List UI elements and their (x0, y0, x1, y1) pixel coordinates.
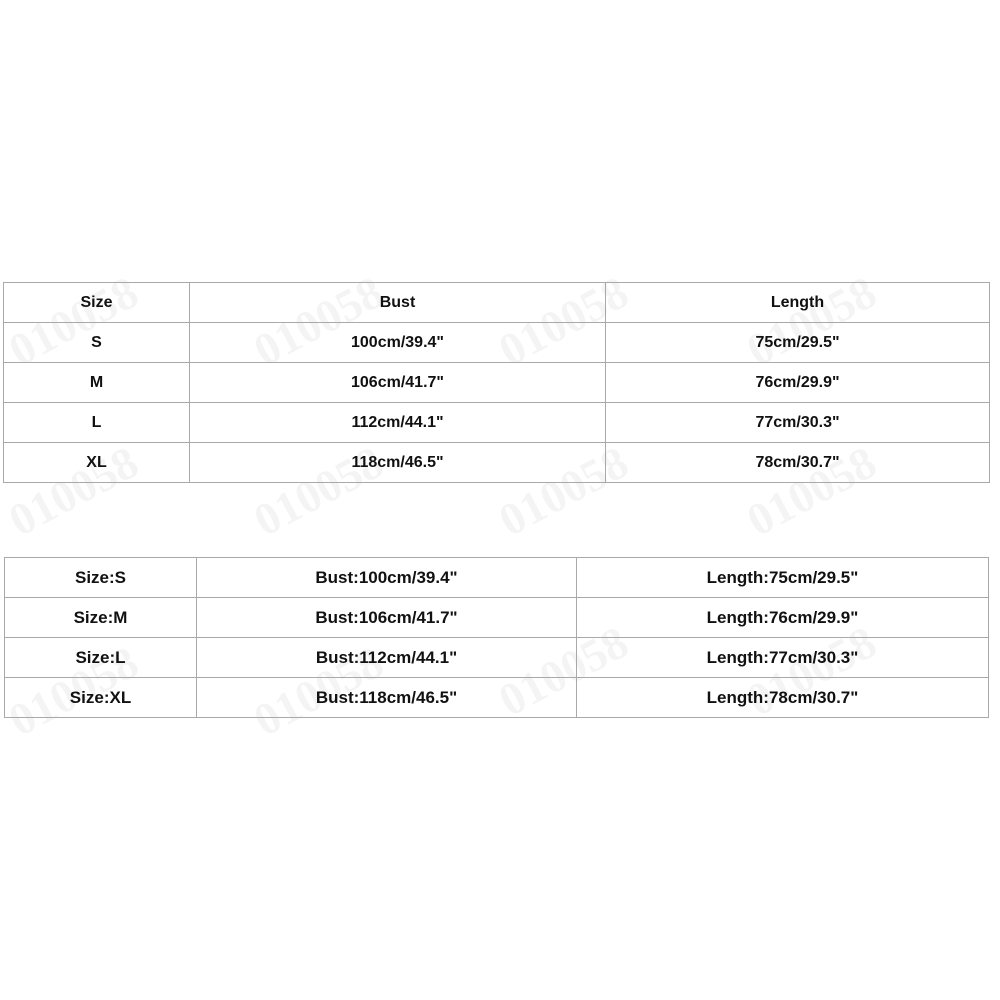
cell-size: Size:M (5, 598, 197, 638)
cell-length: Length:78cm/30.7" (577, 678, 989, 718)
cell-size: XL (4, 443, 190, 483)
header-length: Length (606, 283, 990, 323)
table-row (4, 403, 990, 443)
cell-length: 78cm/30.7" (606, 443, 990, 483)
cell-size: M (4, 363, 190, 403)
cell-bust: 112cm/44.1" (190, 403, 606, 443)
cell-length: Length:75cm/29.5" (577, 558, 989, 598)
header-bust: Bust (190, 283, 606, 323)
cell-bust: Bust:100cm/39.4" (197, 558, 577, 598)
table-header-row (4, 283, 990, 323)
cell-bust: Bust:118cm/46.5" (197, 678, 577, 718)
cell-size: Size:S (5, 558, 197, 598)
cell-bust: 106cm/41.7" (190, 363, 606, 403)
size-chart-labeled-table (4, 557, 989, 718)
table-row (5, 678, 989, 718)
cell-length: Length:76cm/29.9" (577, 598, 989, 638)
cell-bust: 100cm/39.4" (190, 323, 606, 363)
table-row (4, 363, 990, 403)
cell-length: 76cm/29.9" (606, 363, 990, 403)
header-size: Size (4, 283, 190, 323)
cell-length: 77cm/30.3" (606, 403, 990, 443)
cell-length: 75cm/29.5" (606, 323, 990, 363)
cell-bust: Bust:112cm/44.1" (197, 638, 577, 678)
cell-size: Size:L (5, 638, 197, 678)
cell-bust: Bust:106cm/41.7" (197, 598, 577, 638)
table-row (5, 558, 989, 598)
size-chart-table (3, 282, 990, 483)
cell-size: L (4, 403, 190, 443)
table-row (5, 638, 989, 678)
cell-size: Size:XL (5, 678, 197, 718)
table-row (4, 443, 990, 483)
table-row (5, 598, 989, 638)
cell-bust: 118cm/46.5" (190, 443, 606, 483)
table-row (4, 323, 990, 363)
cell-length: Length:77cm/30.3" (577, 638, 989, 678)
cell-size: S (4, 323, 190, 363)
